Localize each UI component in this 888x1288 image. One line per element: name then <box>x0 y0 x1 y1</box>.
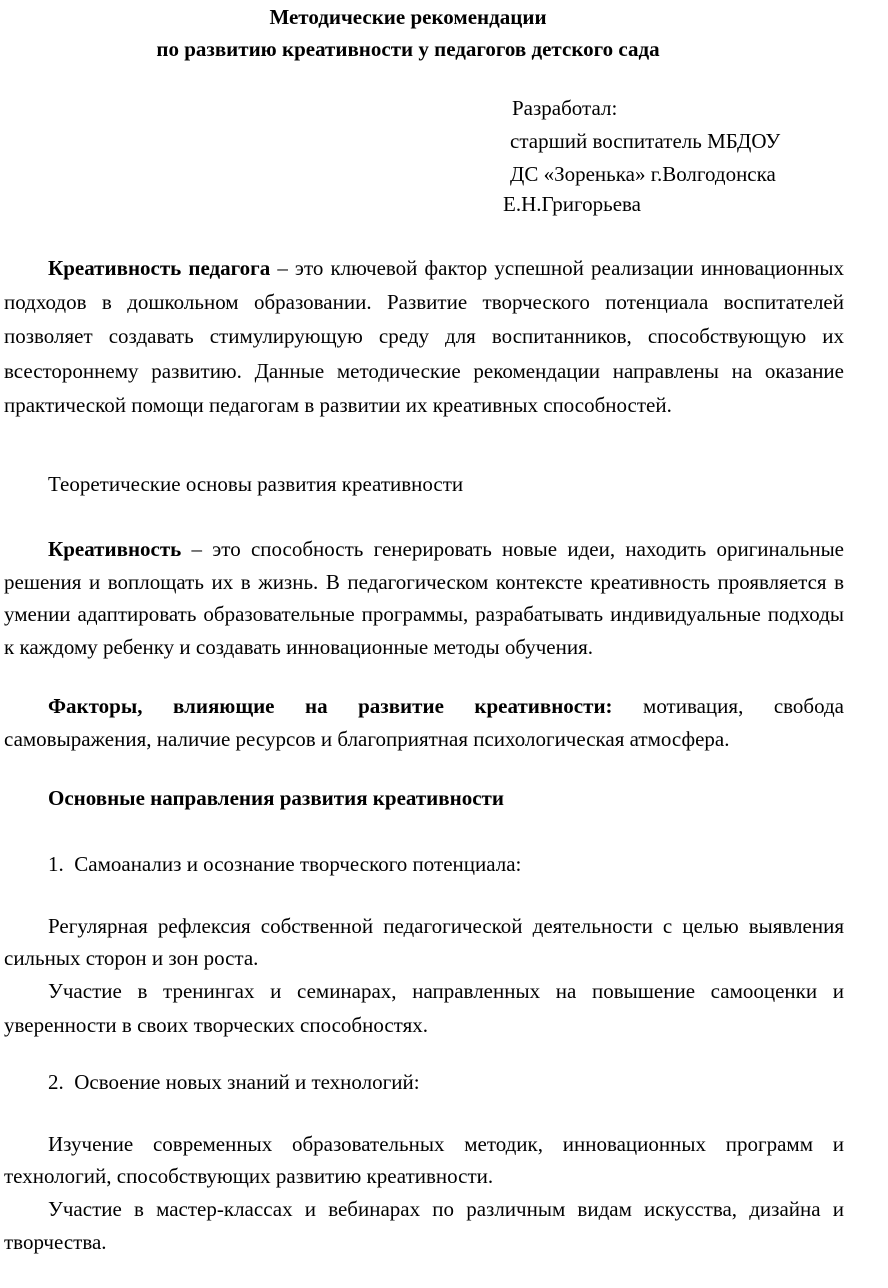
factors-paragraph <box>4 690 844 756</box>
author-label: Разработал: <box>512 96 618 120</box>
direction-1-number: 1. <box>48 852 64 876</box>
direction-2-number: 2. <box>48 1070 64 1094</box>
intro-term: Креативность педагога <box>48 256 271 280</box>
definition-paragraph <box>4 533 844 663</box>
direction-2-paragraph-2: Участие в мастер-классах и вебинарах по различным видам искусства, дизайна и творчества. <box>4 1197 844 1254</box>
directions-heading: Основные направления развития креативности <box>48 786 504 810</box>
direction-1-label: Самоанализ и осознание творческого потенциала: <box>74 852 522 876</box>
factors-text: мотивация, свобода самовыражения, наличие ресурсов и благоприятная психологическая атмосфера. <box>4 694 844 751</box>
direction-2-paragraph-1: Изучение современных образовательных методик, инновационных программ и технологий, способствующих развитию креативности. <box>4 1132 844 1188</box>
intro-paragraph <box>4 251 844 422</box>
direction-1-paragraph-1: Регулярная рефлексия собственной педагогической деятельности с целью выявления сильных сторон и зон роста. <box>4 914 844 970</box>
definition-text: – это способность генерировать новые идеи, находить оригинальные решения и воплощать их в жизнь. В педагогическом контексте креативность проявляется в умении адаптировать образовательные программы, разрабатывать индивидуальные подходы к каждому ребенку и создавать инновационные методы обучения. <box>4 537 844 659</box>
document-title-line2: по развитию креативности у педагогов детского сада <box>156 37 660 61</box>
author-position: старший воспитатель МБДОУ <box>510 129 781 153</box>
direction-2-title <box>48 1067 888 1098</box>
direction-1-title <box>48 849 888 880</box>
definition-term: Креативность <box>48 537 182 561</box>
document-title-line1: Методические рекомендации <box>269 5 547 29</box>
direction-1-paragraph-2: Участие в тренингах и семинарах, направленных на повышение самооценки и уверенности в своих творческих способностях. <box>4 979 844 1037</box>
direction-2-label: Освоение новых знаний и технологий: <box>74 1070 420 1094</box>
author-organization: ДС «Зоренька» г.Волгодонска <box>510 162 776 186</box>
intro-text: – это ключевой фактор успешной реализации инновационных подходов в дошкольном образовании. Развитие творческого потенциала воспитателей позволяет создавать стимулирующую среду для воспитанников, способствующую их всестороннему развитию. Данные методические рекомендации направлены на оказание практической помощи педагогам в развитии их креативных способностей. <box>4 256 844 417</box>
author-name: Е.Н.Григорьева <box>503 192 641 216</box>
factors-term: Факторы, влияющие на развитие креативности: <box>48 694 613 718</box>
theory-heading: Теоретические основы развития креативности <box>48 472 464 496</box>
